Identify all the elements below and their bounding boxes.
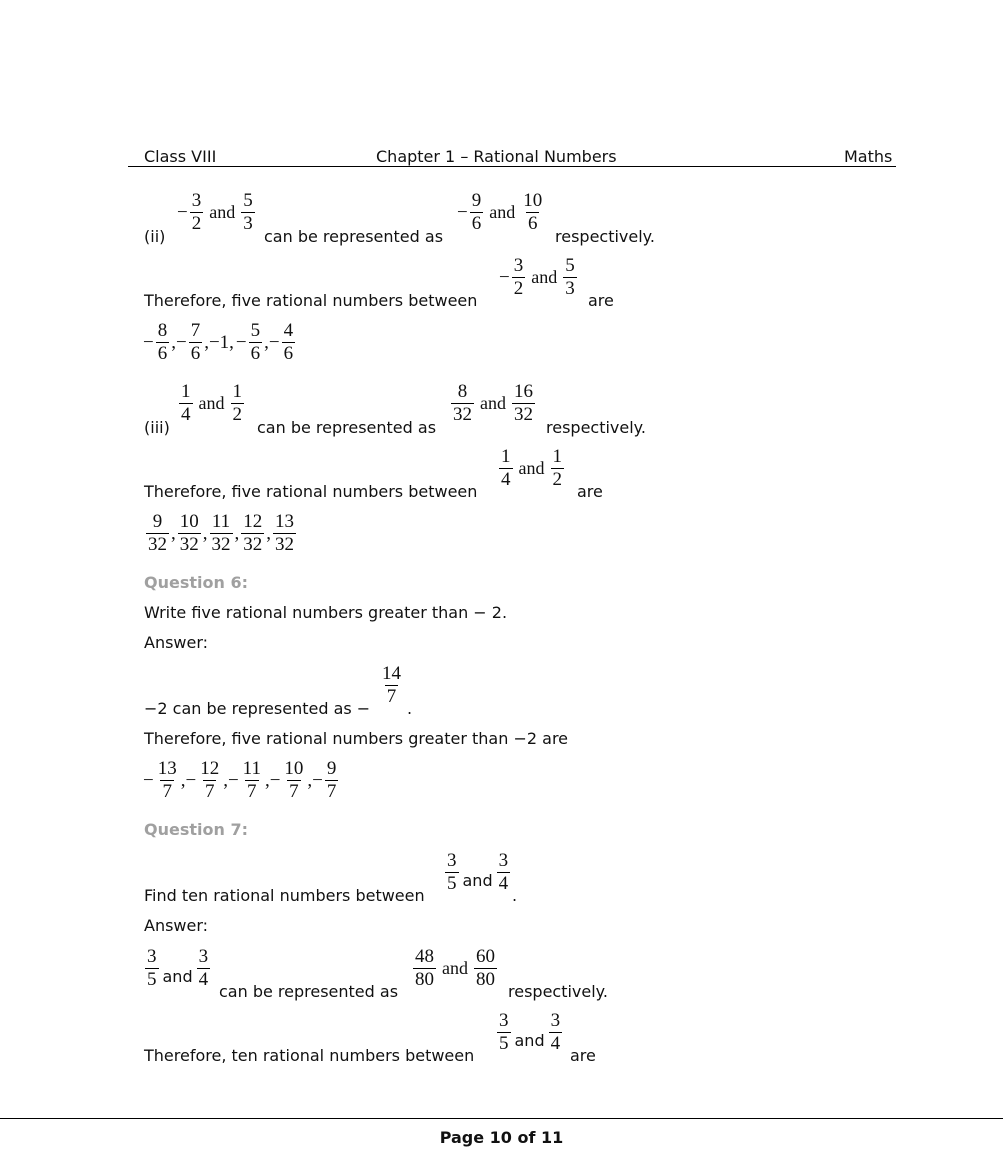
fraction: $\frac{1}{2}$	[552, 446, 562, 490]
header-subject: Maths	[844, 147, 893, 166]
question-6-answer-list: − $\frac{13}{7}$ ,− $\frac{12}{7}$ ,− $\frac{11}{7}$ ,− $\frac{10}{7}$ ,− $\frac{9}{7}$	[143, 758, 337, 802]
question-6-line2: Therefore, five rational numbers greater than −2 are	[144, 729, 569, 748]
question-7-line2-fractions: $\frac{3}{5}$ and $\frac{3}{4}$	[499, 1010, 561, 1054]
fraction: $\frac{3}{4}$	[198, 946, 209, 990]
fraction: $\frac{3}{2}$	[513, 255, 524, 299]
part-ii-therefore-fractions: − $\frac{3}{2}$ and $\frac{5}{3}$	[499, 255, 575, 299]
fraction: $\frac{3}{5}$	[499, 1010, 509, 1054]
fraction: $\frac{4}{6}$	[283, 320, 294, 364]
part-iii-fractions-2: $\frac{8}{32}$ and $\frac{16}{32}$	[453, 381, 533, 425]
fraction: $\frac{9}{6}$	[471, 190, 482, 234]
question-7-answer-label: Answer:	[144, 916, 209, 935]
fraction: $\frac{5}{3}$	[243, 190, 253, 234]
fraction: $\frac{9}{7}$	[326, 758, 337, 802]
fraction: $\frac{7}{6}$	[190, 320, 201, 364]
part-iii-are: are	[577, 482, 603, 501]
fraction: $\frac{13}{7}$	[157, 758, 177, 802]
fraction: $\frac{13}{32}$	[275, 511, 294, 555]
part-ii-mid-text: can be represented as	[264, 227, 444, 246]
fraction: $\frac{12}{7}$	[200, 758, 220, 802]
fraction: $\frac{3}{2}$	[191, 190, 202, 234]
part-iii-fractions-1: $\frac{1}{4}$ and $\frac{1}{2}$	[181, 381, 242, 425]
fraction: $\frac{12}{32}$	[243, 511, 263, 555]
part-ii-label: (ii)	[144, 227, 166, 246]
question-7-line1-fractions: $\frac{3}{5}$ and $\frac{3}{4}$	[147, 946, 209, 990]
fraction: $\frac{11}{7}$	[242, 758, 261, 802]
footer-rule	[0, 1118, 1003, 1119]
part-ii-fractions-1: − $\frac{3}{2}$ and $\frac{5}{3}$	[177, 190, 253, 234]
question-7-text: Find ten rational numbers between	[144, 886, 425, 905]
question-6-answer-label: Answer:	[144, 633, 209, 652]
fraction: $\frac{10}{7}$	[284, 758, 304, 802]
part-iii-therefore-fractions: $\frac{1}{4}$ and $\frac{1}{2}$	[501, 446, 562, 490]
part-ii-therefore: Therefore, five rational numbers between	[144, 291, 478, 310]
part-iii-therefore: Therefore, five rational numbers between	[144, 482, 478, 501]
question-7-fractions: $\frac{3}{5}$ and $\frac{3}{4}$	[447, 850, 509, 894]
part-ii-answer-list: − $\frac{8}{6}$ ,− $\frac{7}{6}$ ,−1, − $\frac{5}{6}$ ,− $\frac{4}{6}$	[143, 320, 294, 364]
question-7-dot: .	[512, 886, 518, 905]
fraction: $\frac{10}{6}$	[523, 190, 543, 234]
fraction: $\frac{60}{80}$	[476, 946, 495, 990]
question-6-text: Write five rational numbers greater than − 2.	[144, 603, 508, 622]
fraction: $\frac{16}{32}$	[514, 381, 533, 425]
part-iii-answer-list: $\frac{9}{32}$ , $\frac{10}{32}$ , $\frac{11}{32}$ , $\frac{12}{32}$ , $\frac{13}{32}$	[148, 511, 294, 555]
header-class: Class VIII	[144, 147, 217, 166]
part-ii-are: are	[588, 291, 614, 310]
header-rule	[128, 166, 896, 167]
part-iii-mid-text: can be represented as	[257, 418, 437, 437]
question-7-line1-end: respectively.	[508, 982, 608, 1001]
part-ii-fractions-2: − $\frac{9}{6}$ and $\frac{10}{6}$	[457, 190, 543, 234]
fraction: $\frac{8}{32}$	[453, 381, 472, 425]
part-ii-end-text: respectively.	[555, 227, 655, 246]
part-iii-end-text: respectively.	[546, 418, 646, 437]
question-7-line1-mid: can be represented as	[219, 982, 399, 1001]
fraction: $\frac{1}{4}$	[181, 381, 191, 425]
fraction: $\frac{9}{32}$	[148, 511, 167, 555]
fraction: $\frac{3}{5}$	[447, 850, 457, 894]
fraction: $\frac{11}{32}$	[211, 511, 231, 555]
fraction: $\frac{3}{5}$	[147, 946, 157, 990]
fraction: $\frac{5}{3}$	[565, 255, 575, 299]
question-7-line2-are: are	[570, 1046, 596, 1065]
question-6-dot: .	[407, 699, 413, 718]
question-7-line2-text: Therefore, ten rational numbers between	[144, 1046, 475, 1065]
part-iii-label: (iii)	[144, 418, 170, 437]
fraction: $\frac{3}{4}$	[498, 850, 509, 894]
question-6-label: Question 6:	[144, 573, 248, 592]
question-7-label: Question 7:	[144, 820, 248, 839]
fraction: $\frac{14}{7}$	[382, 663, 401, 707]
fraction: $\frac{8}{6}$	[157, 320, 168, 364]
fraction: $\frac{1}{2}$	[232, 381, 242, 425]
question-7-line1-fractions-2: $\frac{48}{80}$ and $\frac{60}{80}$	[415, 946, 495, 990]
fraction: $\frac{5}{6}$	[250, 320, 261, 364]
fraction: $\frac{3}{4}$	[550, 1010, 561, 1054]
header-chapter: Chapter 1 – Rational Numbers	[376, 147, 617, 166]
question-6-line1: −2 can be represented as −	[144, 699, 371, 718]
fraction: $\frac{48}{80}$	[415, 946, 434, 990]
question-6-fraction	[379, 665, 404, 706]
fraction: $\frac{1}{4}$	[501, 446, 511, 490]
fraction: $\frac{10}{32}$	[179, 511, 199, 555]
page-number: Page 10 of 11	[439, 1128, 564, 1147]
